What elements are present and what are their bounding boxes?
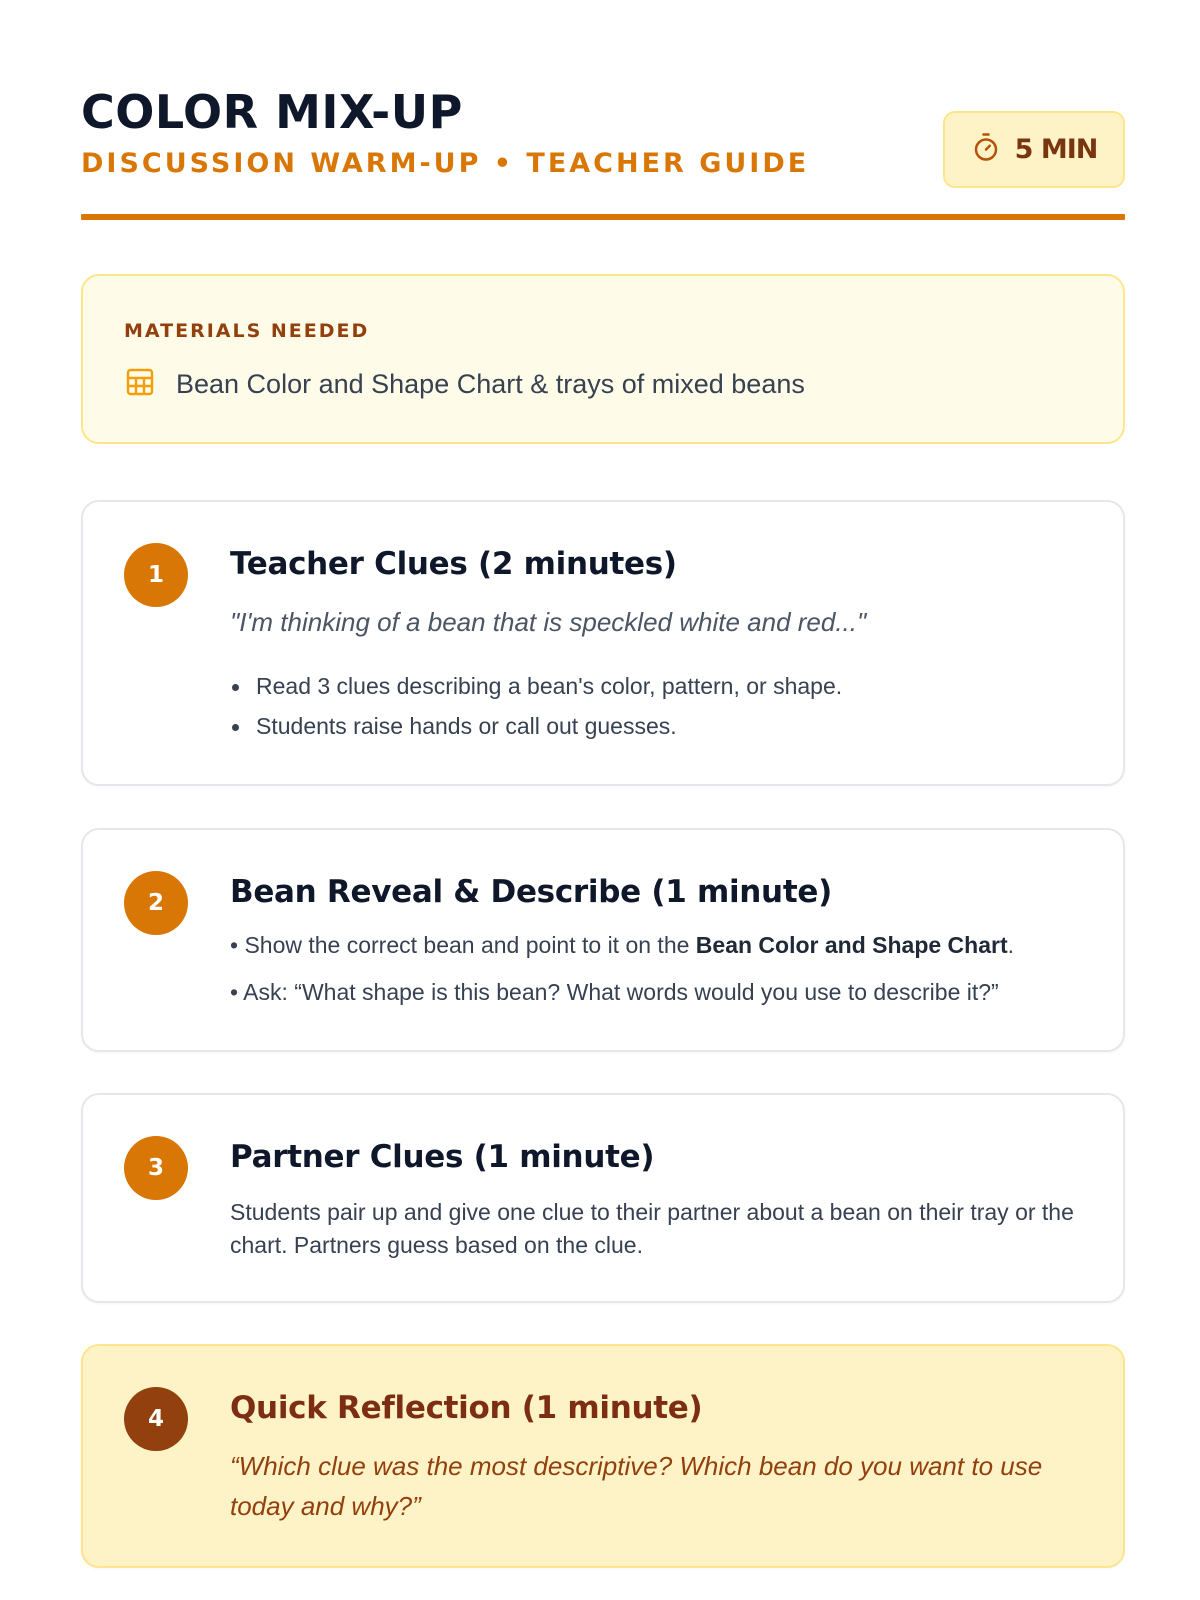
materials-box [81,274,1125,444]
teacher-guide-page [81,0,1125,1521]
step-card-3 [81,1093,1125,1303]
materials-text: Bean Color and Shape Chart & trays of mixed beans [176,369,805,399]
step-number-badge: 2 [124,871,188,935]
step-title: Partner Clues (1 minute) [230,1139,655,1175]
step-line-text: • Show the correct bean and point to it on the [230,932,696,958]
step-title: Quick Reflection (1 minute) [230,1390,703,1426]
step-card-1 [81,500,1125,786]
materials-label: MATERIALS NEEDED [124,320,370,342]
step-number-badge: 4 [124,1387,188,1451]
step-bullet-list [230,666,842,746]
step-bullet: Students raise hands or call out guesses. [230,706,842,746]
chart-name: Bean Color and Shape Chart [695,932,1008,958]
step-line-chart [230,932,1014,959]
step-quote: “Which clue was the most descriptive? Which bean do you want to use today and why?” [230,1451,1043,1521]
page-subtitle: DISCUSSION WARM-UP • TEACHER GUIDE [81,148,810,179]
page-title: COLOR MIX-UP [81,85,463,139]
step-title: Bean Reveal & Describe (1 minute) [230,874,832,910]
step-number-badge: 3 [124,1136,188,1200]
step-line-ask: • Ask: “What shape is this bean? What words would you use to describe it?” [230,979,999,1005]
duration-badge [943,111,1125,188]
stopwatch-icon [971,132,1001,167]
grid-table-icon [124,366,156,403]
step-card-4 [81,1344,1125,1568]
duration-label: 5 MIN [1014,134,1098,165]
step-quote: "I'm thinking of a bean that is speckled white and red..." [230,607,867,637]
step-text: Students pair up and give one clue to their partner about a bean on their tray or the chart. Partners guess based on the clue. [230,1199,1074,1258]
step-line-suffix: . [1007,932,1015,958]
step-title: Teacher Clues (2 minutes) [230,546,677,582]
step-card-2 [81,828,1125,1052]
step-bullet: Read 3 clues describing a bean's color, pattern, or shape. [230,666,842,706]
header-divider [81,214,1125,220]
step-number-badge: 1 [124,543,188,607]
header [81,0,1125,224]
materials-row [124,366,805,403]
